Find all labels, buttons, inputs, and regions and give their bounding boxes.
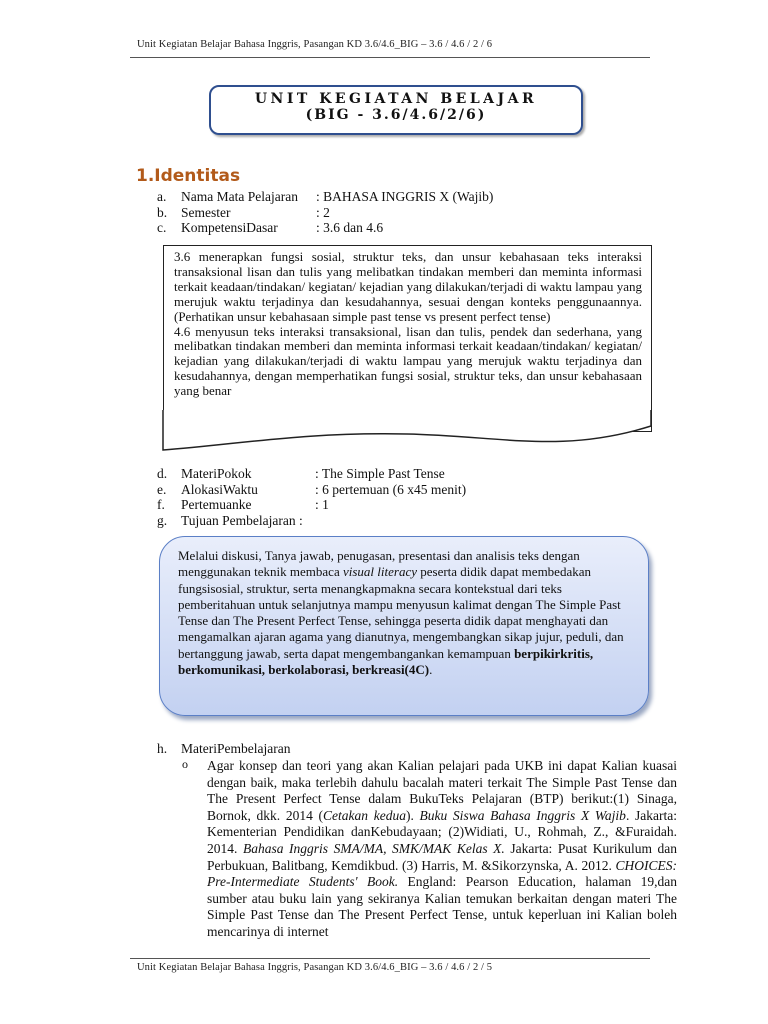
row-value: : 2	[316, 205, 330, 220]
title-box	[209, 85, 583, 135]
row-value: : BAHASA INGGRIS X (Wajib)	[316, 189, 494, 204]
identitas-row-f	[157, 497, 557, 514]
row-label: Pertemuanke	[181, 497, 252, 512]
header-rule	[130, 57, 650, 58]
materi-part: Jakarta: Pusat Kurikulum dan Perbukuan, Balitbang, Kemdikbud. (3) Harris, M. &Sikorzynska, A. 2012.	[207, 840, 677, 873]
identitas-row-a	[157, 189, 557, 206]
row-value: : The Simple Past Tense	[315, 466, 445, 481]
row-mark: d.	[157, 466, 168, 481]
materi-italic: Bahasa Inggris SMA/MA, SMK/MAK Kelas X.	[242, 840, 505, 856]
kompetensi-dasar-text	[174, 250, 642, 399]
page-header: Unit Kegiatan Belajar Bahasa Inggris, Pasangan KD 3.6/4.6_BIG – 3.6 / 4.6 / 2 / 6	[137, 39, 493, 50]
tujuan-part-3: .	[429, 662, 433, 678]
materi-row-h	[157, 741, 557, 758]
row-value: : 1	[315, 497, 329, 512]
materi-italic: Buku Siswa Bahasa Inggris X Wajib	[419, 807, 626, 823]
row-label: MateriPembelajaran	[181, 741, 291, 756]
section-title: 1.Identitas	[136, 166, 241, 186]
materi-part: Agar konsep dan teori yang akan Kalian pelajari pada UKB ini dapat Kalian kuasai dengan baik, maka terlebih dahulu bacalah materi terkait The Simple Past Tense dan The Present Perfect Tense dalam BukuTeks Pelajaran (BTP) berikut:(1) Sinaga, Bornok, dkk. 2014 (	[207, 758, 677, 823]
identitas-row-g	[157, 513, 557, 530]
tujuan-pembelajaran-text	[178, 548, 630, 678]
materi-italic: Cetakan kedua	[323, 807, 406, 823]
row-value: : 6 pertemuan (6 x45 menit)	[315, 482, 467, 497]
identitas-row-d	[157, 466, 557, 483]
bullet-marker: o	[182, 757, 188, 771]
row-label: Tujuan Pembelajaran :	[181, 513, 303, 528]
title-line-1: UNIT KEGIATAN BELAJAR	[254, 91, 538, 107]
tujuan-part-1: Melalui diskusi, Tanya jawab, penugasan, presentasi dan analisis teks dengan menggunakan teknik membaca	[178, 548, 580, 580]
row-label: AlokasiWaktu	[181, 482, 258, 497]
materi-part: England: Pearson Education, halaman 19,dan sumber atau buku lain yang sekiranya Kalian temukan berkaitan dengan materi The Simple Past Tense dan The Present Perfect Tense, untuk keperluan ini Kalian boleh mencarinya di internet	[207, 874, 678, 939]
row-mark: h.	[157, 741, 168, 756]
row-mark: f.	[157, 497, 165, 512]
title-line-2: (BIG - 3.6/4.6/2/6)	[305, 107, 487, 123]
materi-part: . Jakarta: Kementerian Pendidikan danKebudayaan; (2)Widiati, U., Rohmah, Z., &Furaidah. 2014.	[207, 807, 677, 856]
materi-italic: CHOICES: Pre-Intermediate Students' Book.	[207, 857, 677, 890]
tujuan-italic-term: visual literacy	[342, 564, 417, 580]
page-footer: Unit Kegiatan Belajar Bahasa Inggris, Pasangan KD 3.6/4.6_BIG – 3.6 / 4.6 / 2 / 5	[137, 962, 493, 973]
row-mark: b.	[157, 205, 168, 220]
row-label: KompetensiDasar	[181, 220, 278, 235]
identitas-row-c	[157, 220, 557, 237]
document-wave-edge	[162, 410, 652, 460]
row-label: Nama Mata Pelajaran	[181, 189, 298, 204]
materi-pembelajaran-text	[207, 758, 677, 941]
row-mark: g.	[157, 513, 168, 528]
kd-3-6: 3.6 menerapkan fungsi sosial, struktur teks, dan unsur kebahasaan teks interaksi transaksional lisan dan tulis yang melibatkan tindakan memberi dan meminta informasi terkait keadaan/tindakan/ kegiatan/ kejadian yang dilakukan/terjadi di waktu lampau yang merujuk waktu terjadinya dan kesudahannya, sesuai dengan konteks penggunaannya. (Perhatikan unsur kebahasaan simple past tense vs present perfect tense)	[174, 249, 642, 324]
row-value: : 3.6 dan 4.6	[316, 220, 384, 235]
row-mark: a.	[157, 189, 167, 204]
row-mark: e.	[157, 482, 167, 497]
tujuan-part-2: peserta didik dapat membedakan fungsisosial, struktur, serta menangkapmakna secara kontekstual dari teks pemberitahuan untuk selanjutnya mampu menyusun kalimat dengan The Simple Past Tense dan The Present Perfect Tense, sehingga peserta didik dapat menghayati dan mengamalkan ajaran agama yang dianutnya, mengembangkan sikap jujur, peduli, dan bertanggung jawab, serta dapat mengembangankan kemampuan	[178, 564, 624, 661]
row-label: MateriPokok	[181, 466, 252, 481]
materi-part: ).	[405, 807, 420, 823]
tujuan-4c-skills: berpikirkritis, berkomunikasi, berkolaborasi, berkreasi(4C)	[178, 645, 594, 678]
footer-rule	[130, 958, 650, 959]
kd-4-6: 4.6 menyusun teks interaksi transaksional, lisan dan tulis, pendek dan sederhana, yang melibatkan tindakan memberi dan meminta informasi terkait keadaan/tindakan/ kegiatan/ kejadian yang dilakukan/terjadi di waktu lampau yang merujuk waktu terjadinya dan kesudahannya, dengan memperhatikan fungsi sosial, struktur teks, dan unsur kebahasaan yang benar	[174, 323, 642, 399]
row-mark: c.	[157, 220, 167, 235]
row-label: Semester	[181, 205, 231, 220]
